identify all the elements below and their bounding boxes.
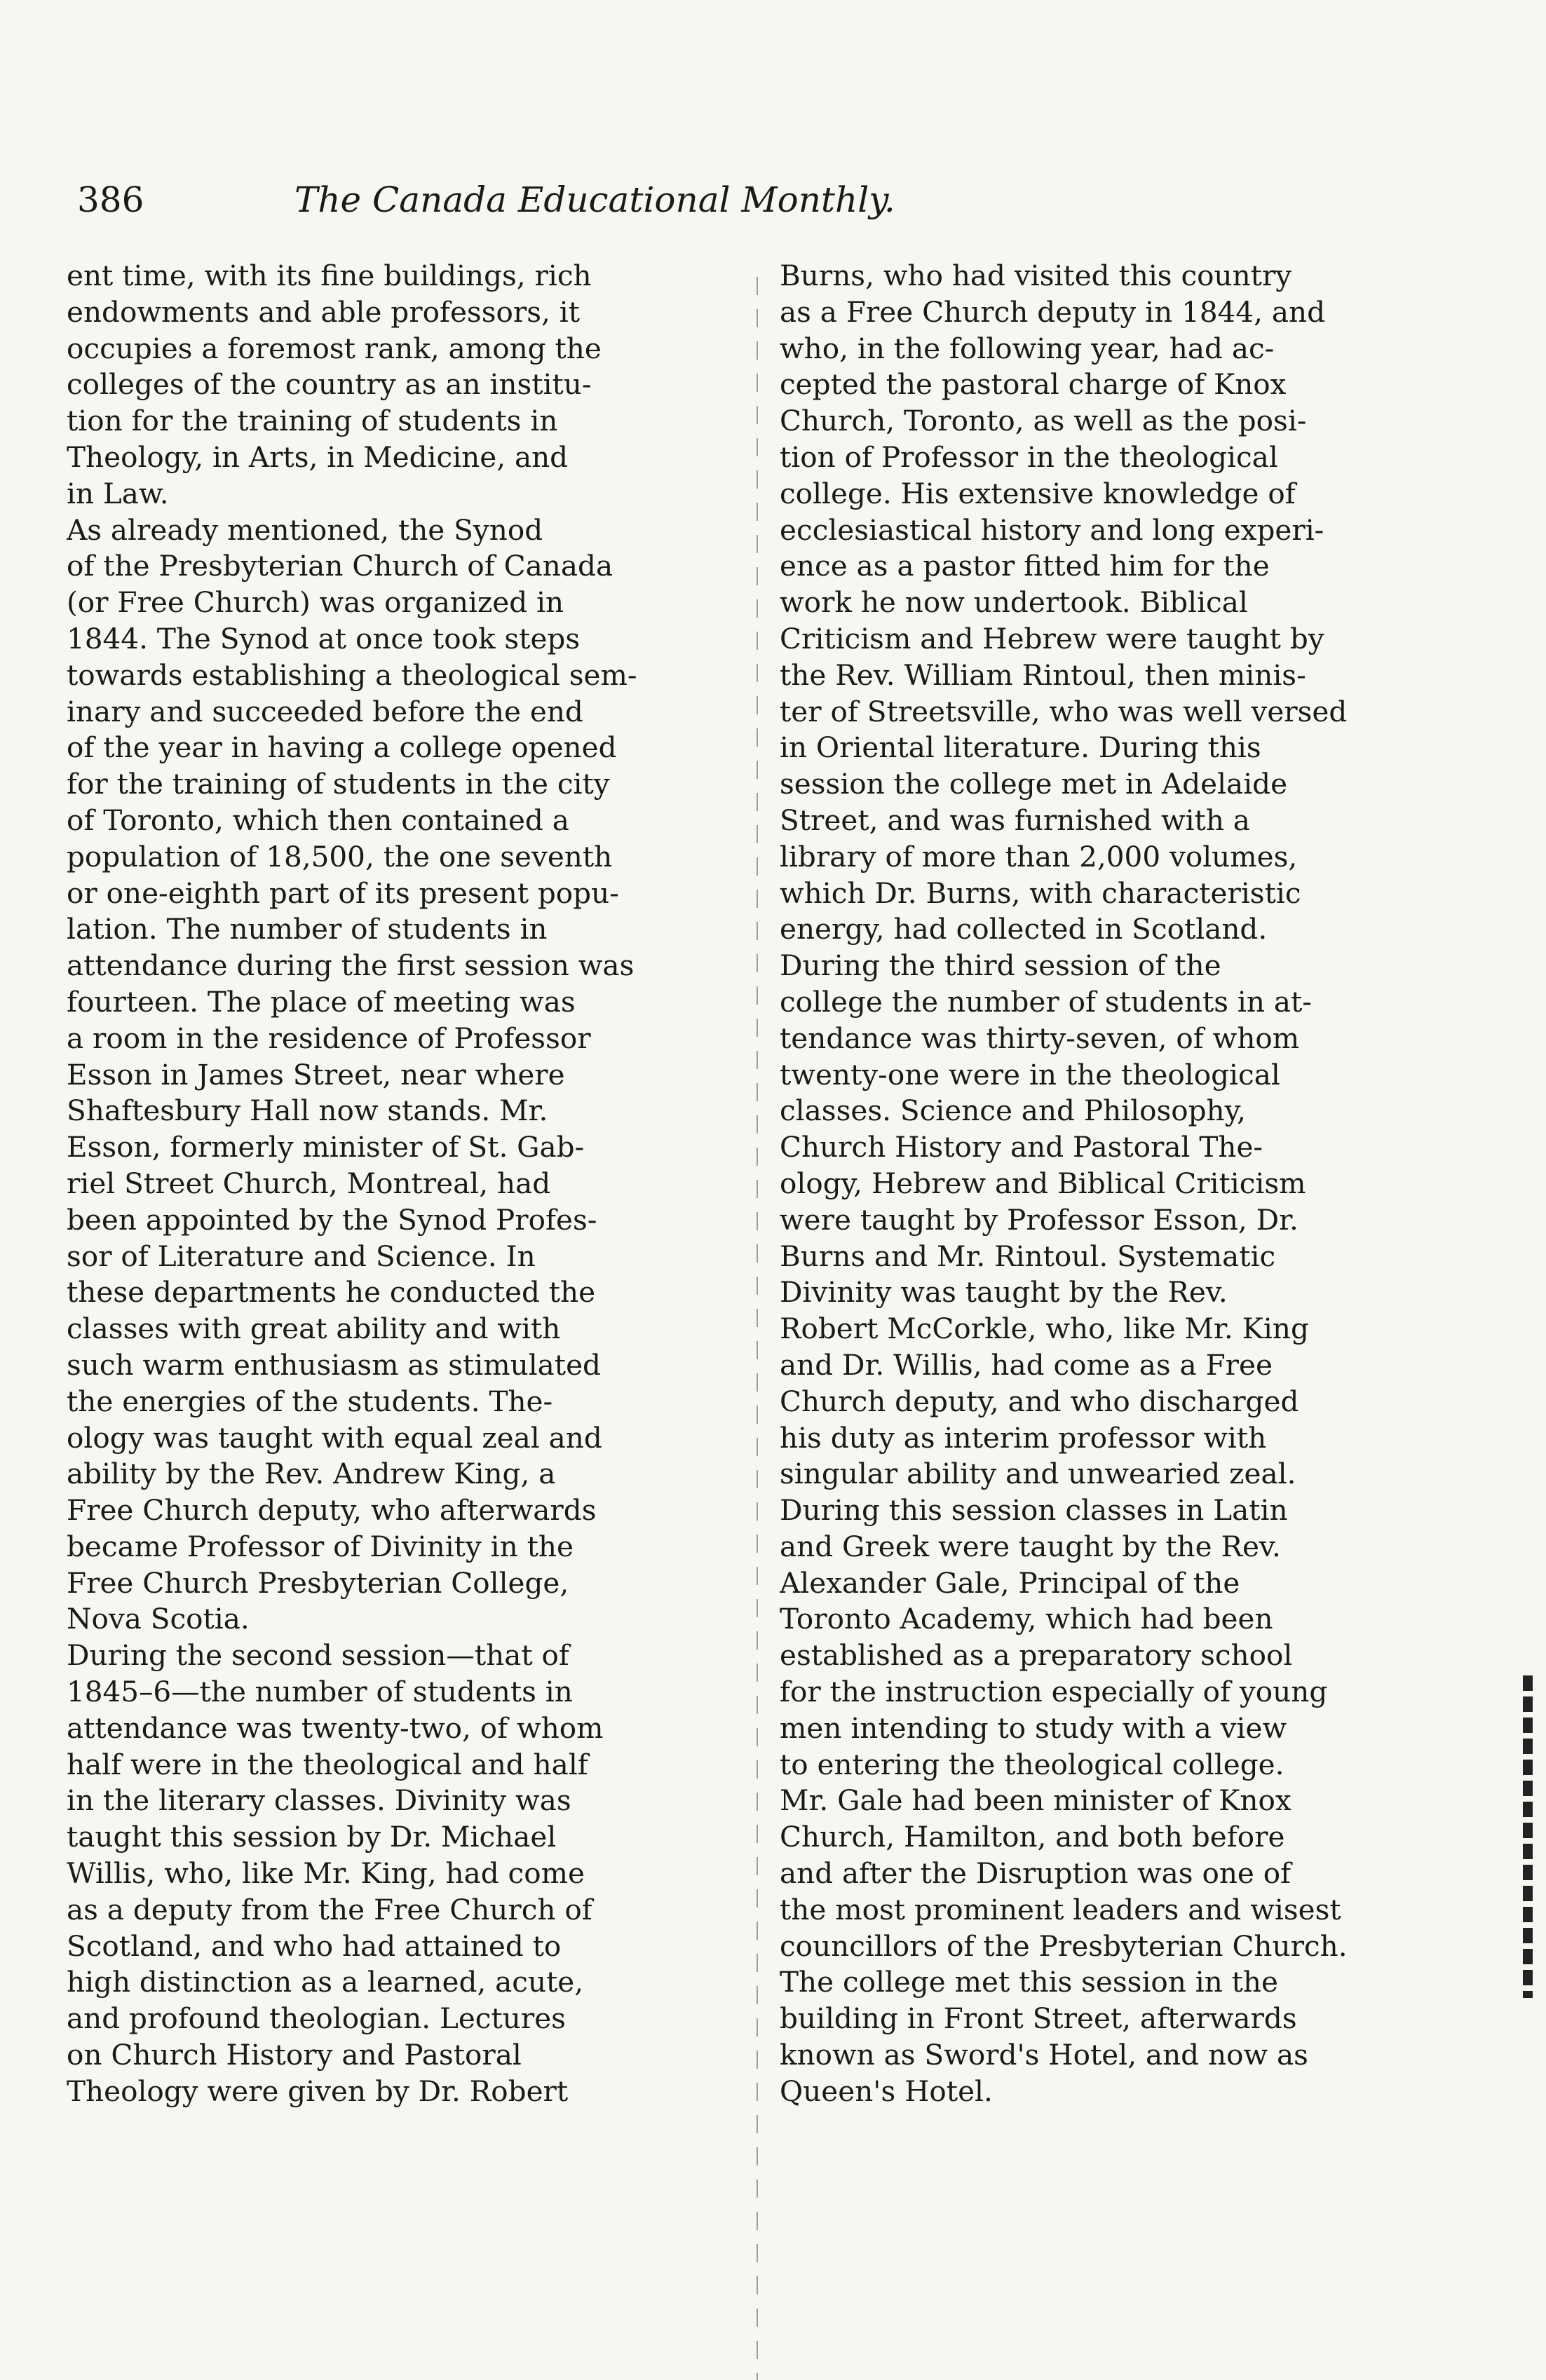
text-line: building in Front Street, afterwards bbox=[780, 2001, 1297, 2036]
margin-print-mark bbox=[1523, 1675, 1533, 1998]
text-line: college the number of students in at- bbox=[780, 984, 1312, 1019]
text-line: cepted the pastoral charge of Knox bbox=[780, 367, 1287, 402]
text-line: (or Free Church) was organized in bbox=[67, 585, 564, 620]
text-line: Church, Toronto, as well as the posi- bbox=[780, 404, 1307, 438]
text-line: Queen's Hotel. bbox=[780, 2074, 993, 2108]
text-line: which Dr. Burns, with characteristic bbox=[780, 876, 1301, 910]
text-line: colleges of the country as an institu- bbox=[67, 367, 592, 402]
text-line: ter of Streetsville, who was well versed bbox=[780, 694, 1348, 728]
text-line: who, in the following year, had ac- bbox=[780, 331, 1275, 365]
text-line: 1844. The Synod at once took steps bbox=[67, 621, 581, 655]
text-line: councillors of the Presbyterian Church. bbox=[780, 1929, 1348, 1963]
text-line: work he now undertook. Biblical bbox=[780, 585, 1248, 620]
text-line: Church deputy, and who discharged bbox=[780, 1384, 1299, 1418]
text-line: The college met this session in the bbox=[780, 1965, 1278, 1999]
text-line: his duty as interim professor with bbox=[780, 1420, 1267, 1455]
text-line: the most prominent leaders and wisest bbox=[780, 1892, 1341, 1926]
text-line: twenty-one were in the theological bbox=[780, 1057, 1280, 1092]
text-line: attendance during the first session was bbox=[67, 948, 635, 983]
text-line: ecclesiastical history and long experi- bbox=[780, 512, 1324, 547]
text-line: classes with great ability and with bbox=[67, 1312, 561, 1346]
text-line: Theology were given by Dr. Robert bbox=[67, 2074, 569, 2108]
text-line: established as a preparatory school bbox=[780, 1638, 1293, 1673]
text-line: for the instruction especially of young bbox=[780, 1675, 1328, 1709]
text-line: Toronto Academy, which had been bbox=[780, 1602, 1273, 1636]
right-text-column bbox=[780, 258, 1488, 2110]
text-line: tion of Professor in the theological bbox=[780, 440, 1278, 474]
text-line: tion for the training of students in bbox=[67, 404, 558, 438]
text-line: tendance was thirty-seven, of whom bbox=[780, 1021, 1300, 1055]
text-line: Theology, in Arts, in Medicine, and bbox=[67, 440, 569, 474]
text-line: fourteen. The place of meeting was bbox=[67, 984, 576, 1019]
text-line: Church, Hamilton, and both before bbox=[780, 1820, 1285, 1854]
text-line: Willis, who, like Mr. King, had come bbox=[67, 1856, 585, 1891]
text-line: of the year in having a college opened bbox=[67, 730, 617, 765]
text-line: been appointed by the Synod Profes- bbox=[67, 1202, 597, 1237]
text-line: population of 18,500, the one seventh bbox=[67, 839, 613, 873]
text-line: Scotland, and who had attained to bbox=[67, 1929, 562, 1963]
text-line: became Professor of Divinity in the bbox=[67, 1529, 574, 1563]
text-line: As already mentioned, the Synod bbox=[67, 512, 543, 547]
left-text-column bbox=[67, 258, 768, 2110]
text-line: sor of Literature and Science. In bbox=[67, 1239, 536, 1273]
text-line: Mr. Gale had been minister of Knox bbox=[780, 1783, 1291, 1818]
text-line: as a deputy from the Free Church of bbox=[67, 1892, 592, 1926]
text-line: on Church History and Pastoral bbox=[67, 2038, 522, 2072]
text-line: attendance was twenty-two, of whom bbox=[67, 1711, 604, 1745]
text-line: Alexander Gale, Principal of the bbox=[780, 1565, 1240, 1600]
text-line: and profound theologian. Lectures bbox=[67, 2001, 566, 2036]
text-line: such warm enthusiasm as stimulated bbox=[67, 1347, 601, 1382]
text-line: ence as a pastor fitted him for the bbox=[780, 549, 1270, 583]
text-line: endowments and able professors, it bbox=[67, 294, 581, 329]
text-line: classes. Science and Philosophy, bbox=[780, 1094, 1247, 1128]
text-line: the energies of the students. The- bbox=[67, 1384, 553, 1418]
text-line: men intending to study with a view bbox=[780, 1711, 1287, 1745]
text-line: occupies a foremost rank, among the bbox=[67, 331, 602, 365]
text-line: half were in the theological and half bbox=[67, 1747, 588, 1781]
text-line: of Toronto, which then contained a bbox=[67, 803, 569, 837]
text-line: Esson in James Street, near where bbox=[67, 1057, 565, 1092]
text-line: towards establishing a theological sem- bbox=[67, 658, 637, 692]
text-line: ology was taught with equal zeal and bbox=[67, 1420, 602, 1455]
text-line: as a Free Church deputy in 1844, and bbox=[780, 294, 1326, 329]
text-line: lation. The number of students in bbox=[67, 912, 548, 946]
column-divider bbox=[757, 277, 758, 2380]
text-line: known as Sword's Hotel, and now as bbox=[780, 2038, 1308, 2072]
text-line: 1845–6—the number of students in bbox=[67, 1675, 573, 1709]
text-line: Criticism and Hebrew were taught by bbox=[780, 621, 1324, 655]
text-line: ent time, with its fine buildings, rich bbox=[67, 259, 592, 292]
running-title: The Canada Educational Monthly. bbox=[294, 179, 895, 220]
text-line: Street, and was furnished with a bbox=[780, 803, 1250, 837]
text-line: Divinity was taught by the Rev. bbox=[780, 1275, 1228, 1310]
text-line: high distinction as a learned, acute, bbox=[67, 1965, 584, 1999]
text-line: college. His extensive knowledge of bbox=[780, 476, 1296, 510]
text-line: Burns, who had visited this country bbox=[780, 259, 1292, 292]
text-line: ology, Hebrew and Biblical Criticism bbox=[780, 1166, 1306, 1200]
text-line: for the training of students in the city bbox=[67, 767, 610, 801]
page-header bbox=[77, 175, 1080, 231]
text-line: or one-eighth part of its present popu- bbox=[67, 876, 619, 910]
text-line: riel Street Church, Montreal, had bbox=[67, 1166, 551, 1200]
text-line: in the literary classes. Divinity was bbox=[67, 1783, 571, 1818]
text-line: Robert McCorkle, who, like Mr. King bbox=[780, 1312, 1309, 1346]
text-line: singular ability and unwearied zeal. bbox=[780, 1457, 1296, 1491]
text-line: Shaftesbury Hall now stands. Mr. bbox=[67, 1094, 548, 1128]
text-line: library of more than 2,000 volumes, bbox=[780, 839, 1298, 873]
text-line: and Greek were taught by the Rev. bbox=[780, 1529, 1281, 1563]
text-line: During the second session—that of bbox=[67, 1638, 569, 1673]
text-line: these departments he conducted the bbox=[67, 1275, 596, 1310]
text-line: ability by the Rev. Andrew King, a bbox=[67, 1457, 556, 1491]
text-line: a room in the residence of Professor bbox=[67, 1021, 591, 1055]
text-line: in Oriental literature. During this bbox=[780, 730, 1261, 765]
page-number: 386 bbox=[77, 179, 144, 220]
text-line: Burns and Mr. Rintoul. Systematic bbox=[780, 1239, 1276, 1273]
text-line: Free Church Presbyterian College, bbox=[67, 1565, 569, 1600]
text-line: Esson, formerly minister of St. Gab- bbox=[67, 1130, 585, 1164]
text-line: Nova Scotia. bbox=[67, 1602, 250, 1636]
text-line: in Law. bbox=[67, 476, 169, 510]
text-line: inary and succeeded before the end bbox=[67, 694, 583, 728]
text-line: to entering the theological college. bbox=[780, 1747, 1284, 1781]
text-line: and after the Disruption was one of bbox=[780, 1856, 1291, 1891]
text-line: were taught by Professor Esson, Dr. bbox=[780, 1202, 1298, 1237]
text-line: of the Presbyterian Church of Canada bbox=[67, 549, 613, 583]
text-line: taught this session by Dr. Michael bbox=[67, 1820, 557, 1854]
text-line: During this session classes in Latin bbox=[780, 1493, 1288, 1528]
text-line: energy, had collected in Scotland. bbox=[780, 912, 1268, 946]
text-line: and Dr. Willis, had come as a Free bbox=[780, 1347, 1273, 1382]
text-line: session the college met in Adelaide bbox=[780, 767, 1288, 801]
text-line: During the third session of the bbox=[780, 948, 1221, 983]
text-line: Church History and Pastoral The- bbox=[780, 1130, 1263, 1164]
text-line: Free Church deputy, who afterwards bbox=[67, 1493, 597, 1528]
text-line: the Rev. William Rintoul, then minis- bbox=[780, 658, 1306, 692]
